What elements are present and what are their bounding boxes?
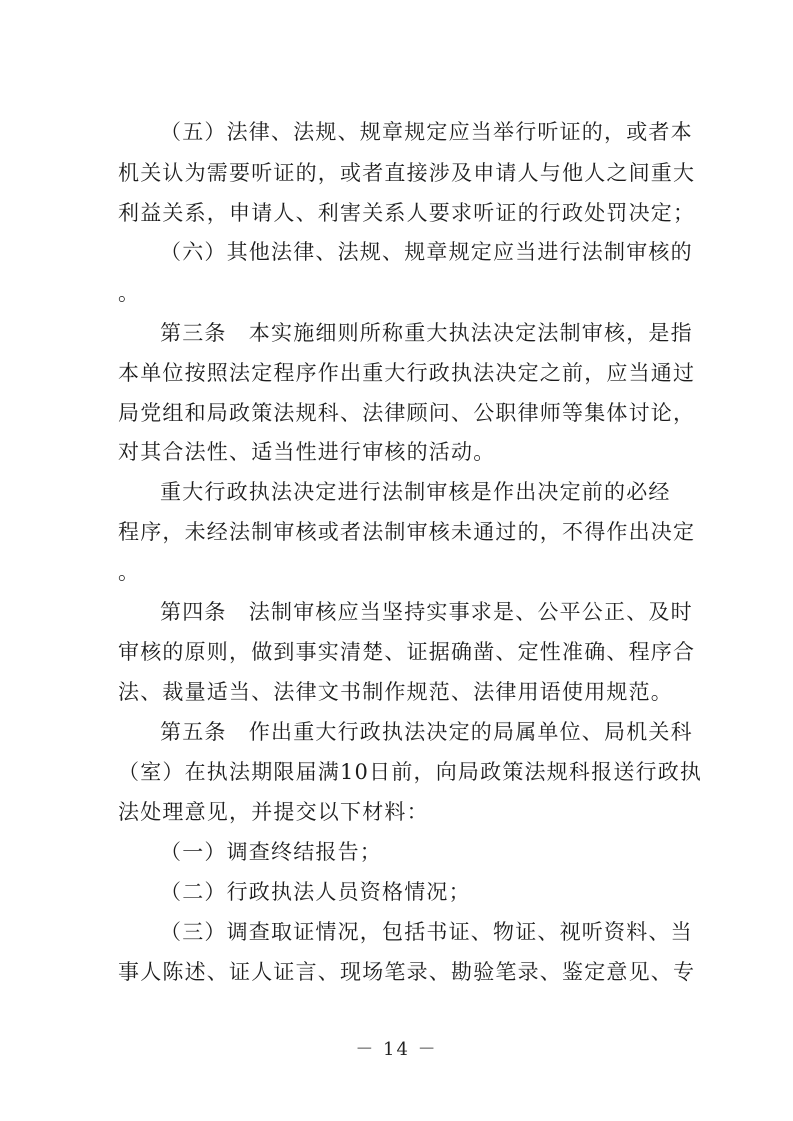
- text-line: 法、裁量适当、法律文书制作规范、法律用语使用规范。: [118, 680, 673, 704]
- text-line: 第五条 作出重大行政执法决定的局属单位、局机关科: [160, 720, 693, 744]
- text-line: 重大行政执法决定进行法制审核是作出决定前的必经: [160, 480, 671, 504]
- text-line: （六）其他法律、法规、规章规定应当进行法制审核的: [160, 240, 693, 264]
- text-line: （五）法律、法规、规章规定应当举行听证的，或者本: [160, 120, 693, 144]
- text-line: 事人陈述、证人证言、现场笔录、勘验笔录、鉴定意见、专: [118, 960, 696, 984]
- text-line: 审核的原则，做到事实清楚、证据确凿、定性准确、程序合: [118, 640, 696, 664]
- text-line: 法处理意见，并提交以下材料：: [118, 800, 429, 824]
- text-line: 。: [118, 560, 141, 584]
- text-line: 本单位按照法定程序作出重大行政执法决定之前，应当通过: [118, 361, 696, 385]
- text-line: 局党组和局政策法规科、法律顾问、公职律师等集体讨论，: [118, 401, 696, 425]
- text-line: （室）在执法期限届满10日前，向局政策法规科报送行政执: [118, 760, 703, 784]
- text-line: 机关认为需要听证的，或者直接涉及申请人与他人之间重大: [118, 161, 696, 185]
- text-line: 第三条 本实施细则所称重大执法决定法制审核，是指: [160, 321, 693, 345]
- text-line: （三）调查取证情况，包括书证、物证、视听资料、当: [160, 920, 693, 944]
- text-line: （一）调查终结报告；: [160, 840, 382, 864]
- text-line: 程序，未经法制审核或者法制审核未通过的，不得作出决定: [118, 520, 696, 544]
- text-line: 利益关系，申请人、利害关系人要求听证的行政处罚决定；: [118, 201, 696, 225]
- page-number: － 14 －: [355, 1039, 438, 1060]
- text-line: 。: [118, 281, 141, 305]
- text-line: 对其合法性、适当性进行审核的活动。: [118, 440, 496, 464]
- text-line: （二）行政执法人员资格情况；: [160, 880, 471, 904]
- text-line: 第四条 法制审核应当坚持实事求是、公平公正、及时: [160, 600, 693, 624]
